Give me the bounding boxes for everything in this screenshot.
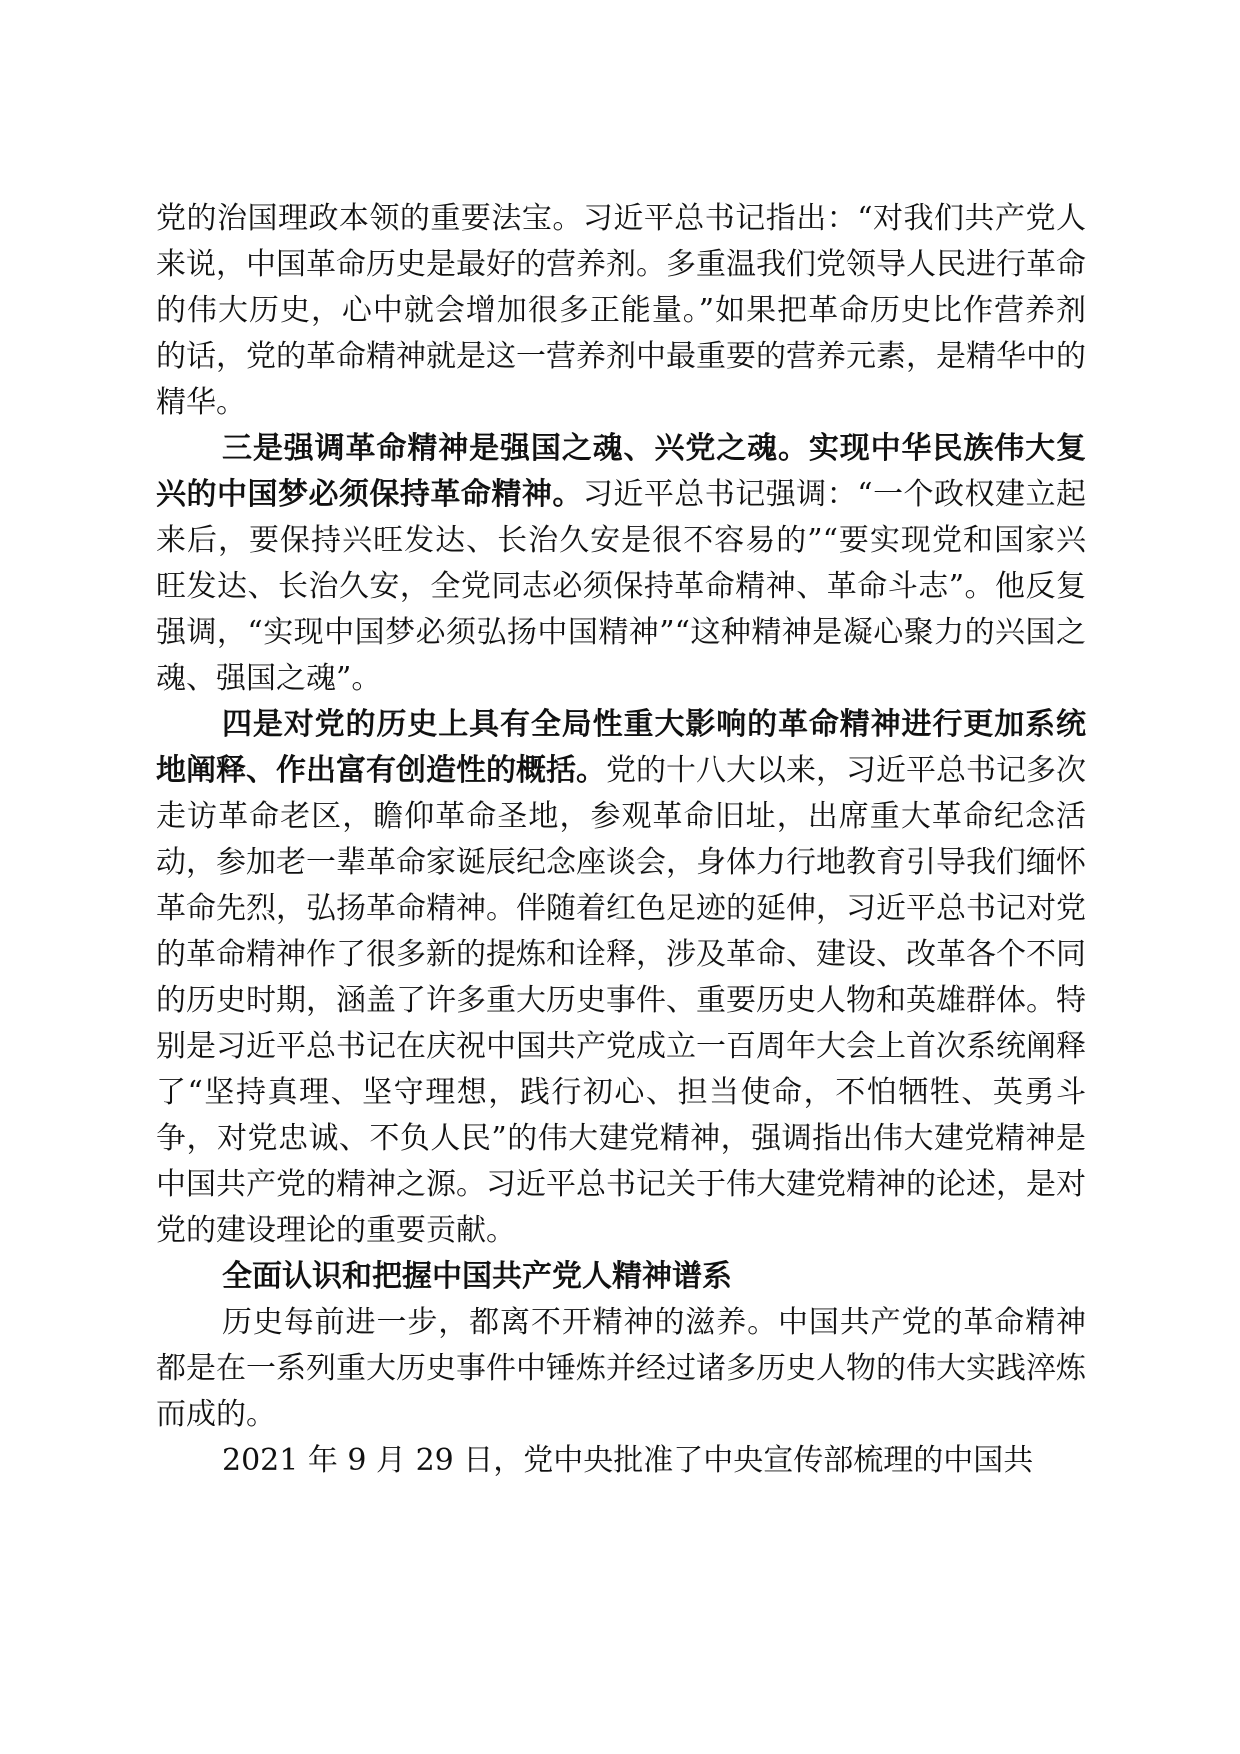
paragraph-text: 习近平总书记强调：“一个政权建立起来后，要保持兴旺发达、长治久安是很不容易的”“要实现党和国家兴旺发达、长治久安，全党同志必须保持革命精神、革命斗志”。他反复强调，“实现中国梦必须弘扬中国精神”“这种精神是凝心聚力的兴国之魂、强国之魂”。 [156,477,1086,696]
paragraph-text: 党的十八大以来，习近平总书记多次走访革命老区，瞻仰革命圣地，参观革命旧址，出席重大革命纪念活动，参加老一辈革命家诞辰纪念座谈会，身体力行地教育引导我们缅怀革命先烈，弘扬革命精神。伴随着红色足迹的延伸，习近平总书记对党的革命精神作了很多新的提炼和诠释，涉及革命、建设、改革各个不同的历史时期，涵盖了许多重大历史事件、重要历史人物和英雄群体。特别是习近平总书记在庆祝中国共产党成立一百周年大会上首次系统阐释了“坚持真理、坚守理想，践行初心、担当使命，不怕牺牲、英勇斗争，对党忠诚、不负人民”的伟大建党精神，强调指出伟大建党精神是中国共产党的精神之源。习近平总书记关于伟大建党精神的论述，是对党的建设理论的重要贡献。 [156,753,1086,1248]
paragraph-text: 2021 年 9 月 29 日，党中央批准了中央宣传部梳理的中国共 [222,1443,1034,1478]
document-page [156,196,1086,1484]
paragraph-point-four [156,702,1086,1254]
paragraph-lead: 三是强调革命精神是强国之魂、兴党之魂。实现中华民族伟大复兴的中国梦必须保持革命精神。 [156,431,1086,512]
paragraph-date [156,1438,1086,1484]
paragraph-text: 历史每前进一步，都离不开精神的滋养。中国共产党的革命精神都是在一系列重大历史事件中锤炼并经过诸多历史人物的伟大实践淬炼而成的。 [156,1305,1086,1432]
paragraph-history [156,1300,1086,1438]
section-heading: 全面认识和把握中国共产党人精神谱系 [222,1259,732,1294]
paragraph-lead: 四是对党的历史上具有全局性重大影响的革命精神进行更加系统地阐释、作出富有创造性的概括。 [156,707,1086,788]
paragraph-text: 党的治国理政本领的重要法宝。习近平总书记指出：“对我们共产党人来说，中国革命历史是最好的营养剂。多重温我们党领导人民进行革命的伟大历史，心中就会增加很多正能量。”如果把革命历史比作营养剂的话，党的革命精神就是这一营养剂中最重要的营养元素，是精华中的精华。 [156,201,1086,420]
paragraph-point-three [156,426,1086,702]
paragraph-continuation [156,196,1086,426]
